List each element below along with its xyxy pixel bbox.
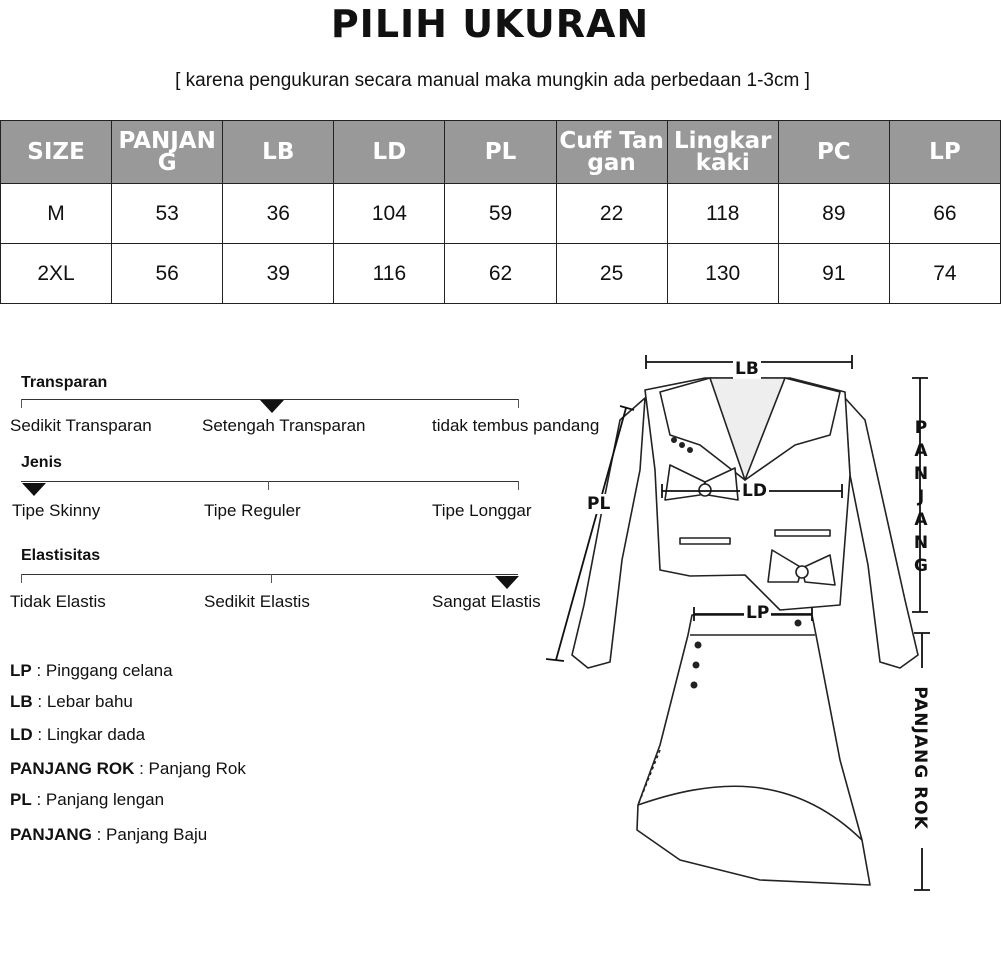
scale-marker-jenis	[22, 483, 46, 496]
scale-option: Tipe Reguler	[204, 501, 301, 520]
diagram-label-pl: PL	[587, 494, 611, 514]
legend-item-lb: LB : Lebar bahu	[10, 692, 133, 711]
diagram-label-lp: LP	[746, 603, 770, 623]
legend-item-panjang-rok: PANJANG ROK : Panjang Rok	[10, 759, 246, 778]
legend-item-pl: PL : Panjang lengan	[10, 790, 165, 809]
scale-marker-transparan	[260, 400, 284, 413]
left-sleeve	[572, 398, 645, 668]
table-cell: 74	[889, 244, 1000, 304]
diagram-label-panjang-rok: PANJANG ROK	[910, 668, 930, 848]
scale-marker-elastisitas	[495, 576, 519, 589]
legend-item-panjang: PANJANG : Panjang Baju	[10, 825, 208, 844]
table-row	[1, 244, 1001, 304]
diagram-label-lb: LB	[735, 359, 759, 379]
scale-line-jenis	[21, 481, 518, 482]
page-subtitle: [ karena pengukuran secara manual maka mungkin ada perbedaan 1-3cm ]	[175, 70, 810, 91]
table-row	[1, 184, 1001, 244]
header-lingkar-kaki: Lingkar kaki	[667, 121, 778, 184]
table-cell: 59	[445, 184, 556, 244]
table-header-row	[1, 121, 1001, 184]
table-cell: 25	[556, 244, 667, 304]
scale-option: Sedikit Transparan	[10, 416, 152, 435]
table-cell: 116	[334, 244, 445, 304]
table-cell: 2XL	[1, 244, 112, 304]
table-cell: 39	[223, 244, 334, 304]
table-cell: 22	[556, 184, 667, 244]
scale-tick	[268, 481, 269, 490]
header-pl: PL	[445, 121, 556, 184]
table-cell: 104	[334, 184, 445, 244]
table-cell: M	[1, 184, 112, 244]
scale-line-elastisitas	[21, 574, 518, 575]
page-title: PILIH UKURAN	[330, 2, 650, 46]
header-lb: LB	[223, 121, 334, 184]
table-cell: 91	[778, 244, 889, 304]
diagram-label-ld: LD	[742, 481, 767, 501]
scale-title-elastisitas: Elastisitas	[21, 547, 101, 564]
size-table	[0, 120, 1001, 304]
table-cell: 56	[112, 244, 223, 304]
header-size: SIZE	[1, 121, 112, 184]
garment-sketch	[540, 350, 960, 910]
header-panjang: PANJANG	[112, 121, 223, 184]
scale-option: Tipe Longgar	[432, 501, 532, 520]
scale-option: Sedikit Elastis	[204, 592, 310, 611]
table-cell: 53	[112, 184, 223, 244]
table-cell: 36	[223, 184, 334, 244]
header-ld: LD	[334, 121, 445, 184]
scale-tick	[518, 399, 519, 408]
table-cell: 118	[667, 184, 778, 244]
header-cuff: Cuff Tangan	[556, 121, 667, 184]
scale-tick	[271, 574, 272, 583]
scale-option: Setengah Transparan	[202, 416, 366, 435]
scale-title-jenis: Jenis	[21, 454, 62, 471]
diagram-label-panjang: P A N J A N G	[913, 418, 929, 576]
scale-tick	[518, 481, 519, 490]
table-cell: 89	[778, 184, 889, 244]
table-cell: 62	[445, 244, 556, 304]
header-pc: PC	[778, 121, 889, 184]
table-cell: 66	[889, 184, 1000, 244]
legend-item-lp: LP : Pinggang celana	[10, 661, 173, 680]
table-cell: 130	[667, 244, 778, 304]
scale-option: Tipe Skinny	[12, 501, 101, 520]
legend-item-ld: LD : Lingkar dada	[10, 725, 146, 744]
scale-tick	[21, 399, 22, 408]
right-sleeve	[845, 398, 918, 668]
scale-tick	[21, 574, 22, 583]
scale-option: Sangat Elastis	[432, 592, 541, 611]
skirt	[637, 615, 870, 885]
scale-title-transparan: Transparan	[21, 374, 108, 391]
scale-option: tidak tembus pandang	[432, 416, 600, 435]
header-lp: LP	[889, 121, 1000, 184]
scale-option: Tidak Elastis	[10, 592, 106, 611]
